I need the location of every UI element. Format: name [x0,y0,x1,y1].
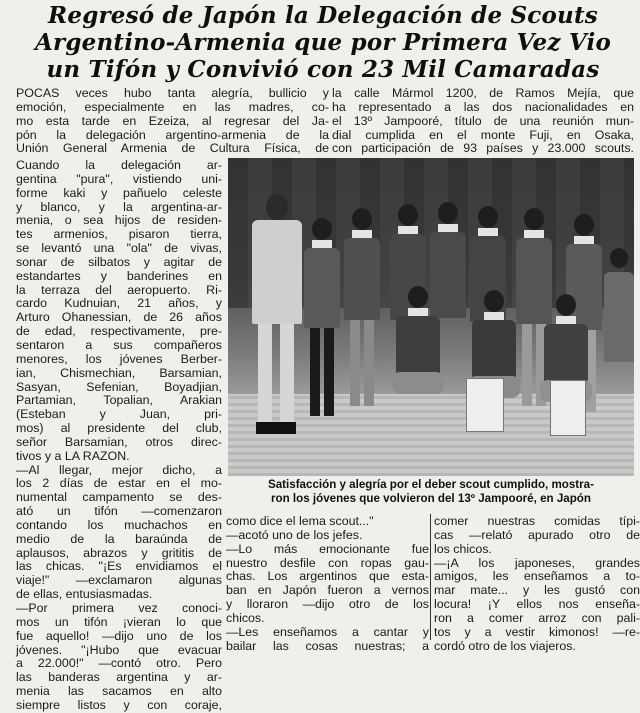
lead-line: emoción, especialmente en las madres, co- [16,99,329,114]
body-line: bailar las cosas nuestras; a [226,638,429,653]
photo-figure-scout [602,248,634,428]
body-line: viaje!" —exclamaron algunas [16,573,222,588]
body-line: de ellas, entusiasmadas. [16,587,153,602]
lead-line: con participación de 93 países y 23.000 scouts. [332,141,634,156]
lead-paragraph-continued [332,87,634,156]
body-line: Sasyan, Sefenian, Boyadjian, [16,379,222,394]
body-line: tes armenios, pisaron tierra, [16,227,222,242]
body-line: —acotó uno de los jefes. [226,527,363,542]
body-line: mos un tifón ¡vieran lo que [16,614,222,629]
body-line: se levantó una "ola" de vivas, [16,241,222,256]
body-line: la terraza del aeropuerto. Ri- [16,282,222,297]
lead-line: el 13º Jampooré, título de una reunión mun- [332,113,634,128]
body-line: —Les enseñamos a cantar y [226,624,429,639]
middle-column [226,515,429,653]
body-line: numental campamento se des- [16,490,222,505]
body-line: sentaron a sus compañeros [16,337,222,352]
lead-line: mo esta tarde en Ezeiza, al regresar del Ja- [16,113,329,128]
body-line: señor Barsamian, otros direc- [16,434,222,449]
photo-caption [226,478,636,506]
body-line: y lloraron —dijo otro de los [226,597,429,612]
body-line: chas. Los argentinos que esta- [226,569,429,584]
scouts-group-photo [228,158,634,476]
left-column [16,159,222,713]
lead-line: POCAS veces hubo tanta alegría, bullicio y [16,86,329,100]
body-line: cardo Kudnuian, 21 años, y [16,296,222,311]
body-line: tos y a vestir kimonos! —re- [434,624,640,639]
body-line: menores, los jóvenes Berber- [16,351,222,366]
body-line: las banderas argentina y ar- [16,670,222,685]
body-line: las chicas. "¡Es envidiamos el [16,559,222,574]
photo-suitcase [550,380,586,436]
body-line: sonar de silbatos y agitar de [16,254,222,269]
headline [6,2,640,83]
body-line: Partamian, Topalian, Arakian [16,393,222,408]
body-line: —¡A los japoneses, grandes [434,555,640,570]
photo-figure-scout [300,218,344,418]
body-line: ian, Chismechian, Barsamian, [16,365,222,380]
right-column [434,515,640,653]
body-line: amigos, les enseñamos a to- [434,569,640,584]
body-line: —Al llegar, mejor dicho, a [16,462,222,477]
photo-suitcase [466,378,504,432]
body-line: ban en Japón fueron a vernos [226,583,429,598]
body-line: como dice el lema scout..." [226,514,374,528]
lead-line: pón la delegación argentino-armenia de la [16,127,329,142]
body-line: gentina "pura", vistiendo uni- [16,171,222,186]
body-line: —Lo más emocionante fue [226,541,429,556]
headline-line-3: un Tifón y Convivió con 23 Mil Camaradas [46,56,600,83]
body-line: cordó otro de los viajeros. [434,638,576,653]
body-line: mar mate... y les gustó con [434,583,640,598]
lead-line: la calle Mármol 1200, de Ramos Mejía, que [332,86,634,100]
body-line: locura! ¡Y ellos nos enseña- [434,597,640,612]
body-line: menia, o sea hijos de residen- [16,213,222,228]
column-divider [430,514,431,640]
body-line: Arturo Ohanessian, de 26 años [16,310,222,325]
body-line: contando los muchachos en [16,517,222,532]
lead-line: dial cumplida en el monte Fuji, en Osaka, [332,127,634,142]
body-line: de edad, respectivamente, pre- [16,324,222,339]
caption-line-2: ron los jóvenes que volvieron del 13º Jampooré, en Japón [271,492,591,505]
body-line: estandartes y banderines en [16,268,222,283]
body-line: tivos y a LA RAZON. [16,448,130,463]
body-line: siempre listos y con coraje, [16,697,222,712]
body-line: forme kaki y pañuelo celeste [16,185,222,200]
body-line: fue aquello! —dijo uno de los [16,628,222,643]
body-line: medio de la baraúnda de [16,531,222,546]
photo-figure-adult [246,194,306,444]
lead-paragraph [16,87,329,156]
body-line: mos) al presidente del club, [16,421,222,436]
body-line: y blanco, y la argentina-ar- [16,199,222,214]
body-line: chicos. [226,610,265,625]
headline-line-2: Argentino-Armenia que por Primera Vez Vio [35,29,611,56]
lead-line: ha representado a las dos nacionalidades en [332,99,634,114]
body-line: comer nuestras comidas típi- [434,514,640,528]
body-line: a 22.000!" —contó otro. Pero [16,656,222,671]
body-line: menia las sacamos en alto [16,684,222,699]
photo-figure-kneeling-scout [388,286,448,406]
body-line: aplausos, abrazos y grititis de [16,545,222,560]
body-line: (Esteban y Juan, pri- [16,407,222,422]
photo-figure-scout [340,208,384,408]
headline-line-1: Regresó de Japón la Delegación de Scouts [48,2,598,29]
body-line: ató un tifón —comenzaron [16,504,222,519]
body-line: los 2 días de estar en el mo- [16,476,222,491]
body-line: ron a comer arroz con pali- [434,610,640,625]
lead-line: Unión General Armenia de Cultura Física, de [16,141,329,156]
body-line: nuestro desfile con ropas gau- [226,555,429,570]
caption-line-1: Satisfacción y alegría por el deber scout cumplido, mostra- [267,478,594,491]
body-line: Cuando la delegación ar- [16,158,222,172]
body-line: los chicos. [434,541,492,556]
body-line: jóvenes. "¡Hubo que evacuar [16,642,222,657]
body-line: —Por primera vez conoci- [16,601,222,615]
body-line: cas —relató apurado otro de [434,527,640,542]
